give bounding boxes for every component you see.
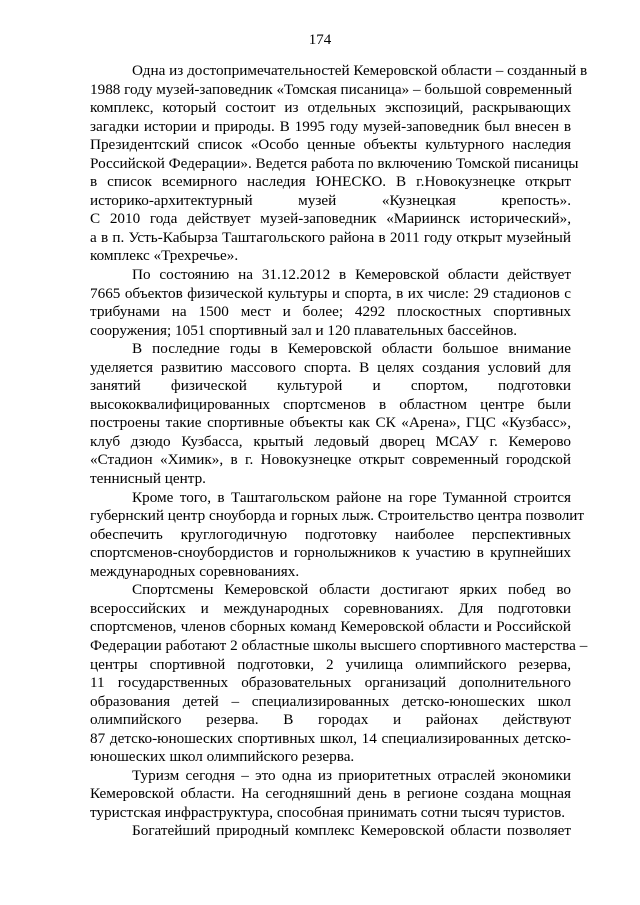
text-line: занятий физической культурой и спортом, подготовки: [90, 377, 571, 395]
text-line: спортсменов-сноубордистов и горнолыжников к участию в крупнейших: [90, 544, 571, 562]
text-line: загадки истории и природы. В 1995 году музей-заповедник был внесен в: [90, 117, 571, 135]
text-line: историко-архитектурный музей «Кузнецкая крепость».: [90, 191, 571, 209]
text-line: комплекс, который состоит из отдельных экспозиций, раскрывающих: [90, 99, 571, 117]
paragraph: [90, 581, 588, 766]
text-line: клуб дзюдо Кузбасса, крытый ледовый дворец МСАУ г. Кемерово: [90, 432, 571, 450]
text-line: С 2010 года действует музей-заповедник «Мариинск исторический»,: [90, 210, 571, 228]
text-line: трибунами на 1500 мест и более; 4292 плоскостных спортивных: [90, 303, 571, 321]
paragraph: [90, 767, 571, 823]
text-line: образования детей – специализированных детско-юношеских школ: [90, 692, 571, 710]
text-line: 11 государственных образовательных организаций дополнительного: [90, 674, 571, 692]
text-line: 87 детско-юношеских спортивных школ, 14 специализированных детско-: [90, 729, 571, 747]
text-line: всероссийских и международных соревнованиях. Для подготовки: [90, 599, 571, 617]
text-line: Кроме того, в Таштагольском районе на горе Туманной строится: [132, 488, 571, 506]
text-line: губернский центр сноуборда и горных лыж. Строительство центра позволит: [90, 507, 585, 525]
paragraph: [90, 266, 571, 340]
text-line: туристская инфраструктура, способная принимать сотни тысяч туристов.: [90, 803, 566, 821]
text-line: олимпийского резерва. В городах и районах действуют: [90, 711, 571, 729]
text-line: а в п. Усть-Кабырза Таштагольского района в 2011 году открыт музейный: [90, 228, 571, 246]
paragraph: [90, 488, 585, 582]
text-line: По состоянию на 31.12.2012 в Кемеровской области действует: [132, 266, 571, 284]
text-line: международных соревнованиях.: [90, 562, 300, 580]
text-line: сооружения; 1051 спортивный зал и 120 плавательных бассейнов.: [90, 321, 518, 339]
text-line: Богатейший природный комплекс Кемеровской области позволяет: [132, 822, 571, 840]
text-line: в список всемирного наследия ЮНЕСКО. В г.Новокузнецке открыт: [90, 173, 571, 191]
paragraph: [90, 62, 588, 266]
text-line: юношеских школ олимпийского резерва.: [90, 748, 355, 766]
text-line: центры спортивной подготовки, 2 училища олимпийского резерва,: [90, 655, 571, 673]
text-line: Президентский список «Особо ценные объекты культурного наследия: [90, 136, 571, 154]
text-line: уделяется развитию массового спорта. В целях создания условий для: [90, 358, 571, 376]
document-body: [90, 62, 588, 841]
text-line: построены такие спортивные объекты как СК «Арена», ГЦС «Кузбасс»,: [90, 414, 571, 432]
text-line: высококвалифицированных спортсменов в областном центре были: [90, 395, 571, 413]
text-line: спортсменов, членов сборных команд Кемеровской области и Российской: [90, 618, 571, 636]
text-line: Туризм сегодня – это одна из приоритетных отраслей экономики: [132, 766, 571, 784]
text-line: Кемеровской области. На сегодняшний день в регионе создана мощная: [90, 785, 571, 803]
text-line: теннисный центр.: [90, 470, 206, 488]
text-line: комплекс «Трехречье».: [90, 247, 239, 265]
text-line: Федерации работают 2 областные школы высшего спортивного мастерства –: [90, 636, 588, 654]
text-line: обеспечить круглогодичную подготовку наиболее перспективных: [90, 525, 571, 543]
text-line: 7665 объектов физической культуры и спорта, в их числе: 29 стадионов с: [90, 284, 571, 302]
page-number: 174: [308, 32, 332, 48]
text-line: «Стадион «Химик», в г. Новокузнецке открыт современный городской: [90, 451, 571, 469]
text-line: Одна из достопримечательностей Кемеровской области – созданный в: [132, 62, 588, 79]
text-line: Спортсмены Кемеровской области достигают ярких побед во: [132, 581, 571, 599]
text-line: 1988 году музей-заповедник «Томская писаница» – большой современный: [90, 80, 572, 98]
text-line: В последние годы в Кемеровской области большое внимание: [132, 340, 571, 358]
paragraph: [90, 340, 571, 488]
paragraph: [90, 822, 571, 841]
text-line: Российской Федерации». Ведется работа по включению Томской писаницы: [90, 154, 579, 172]
